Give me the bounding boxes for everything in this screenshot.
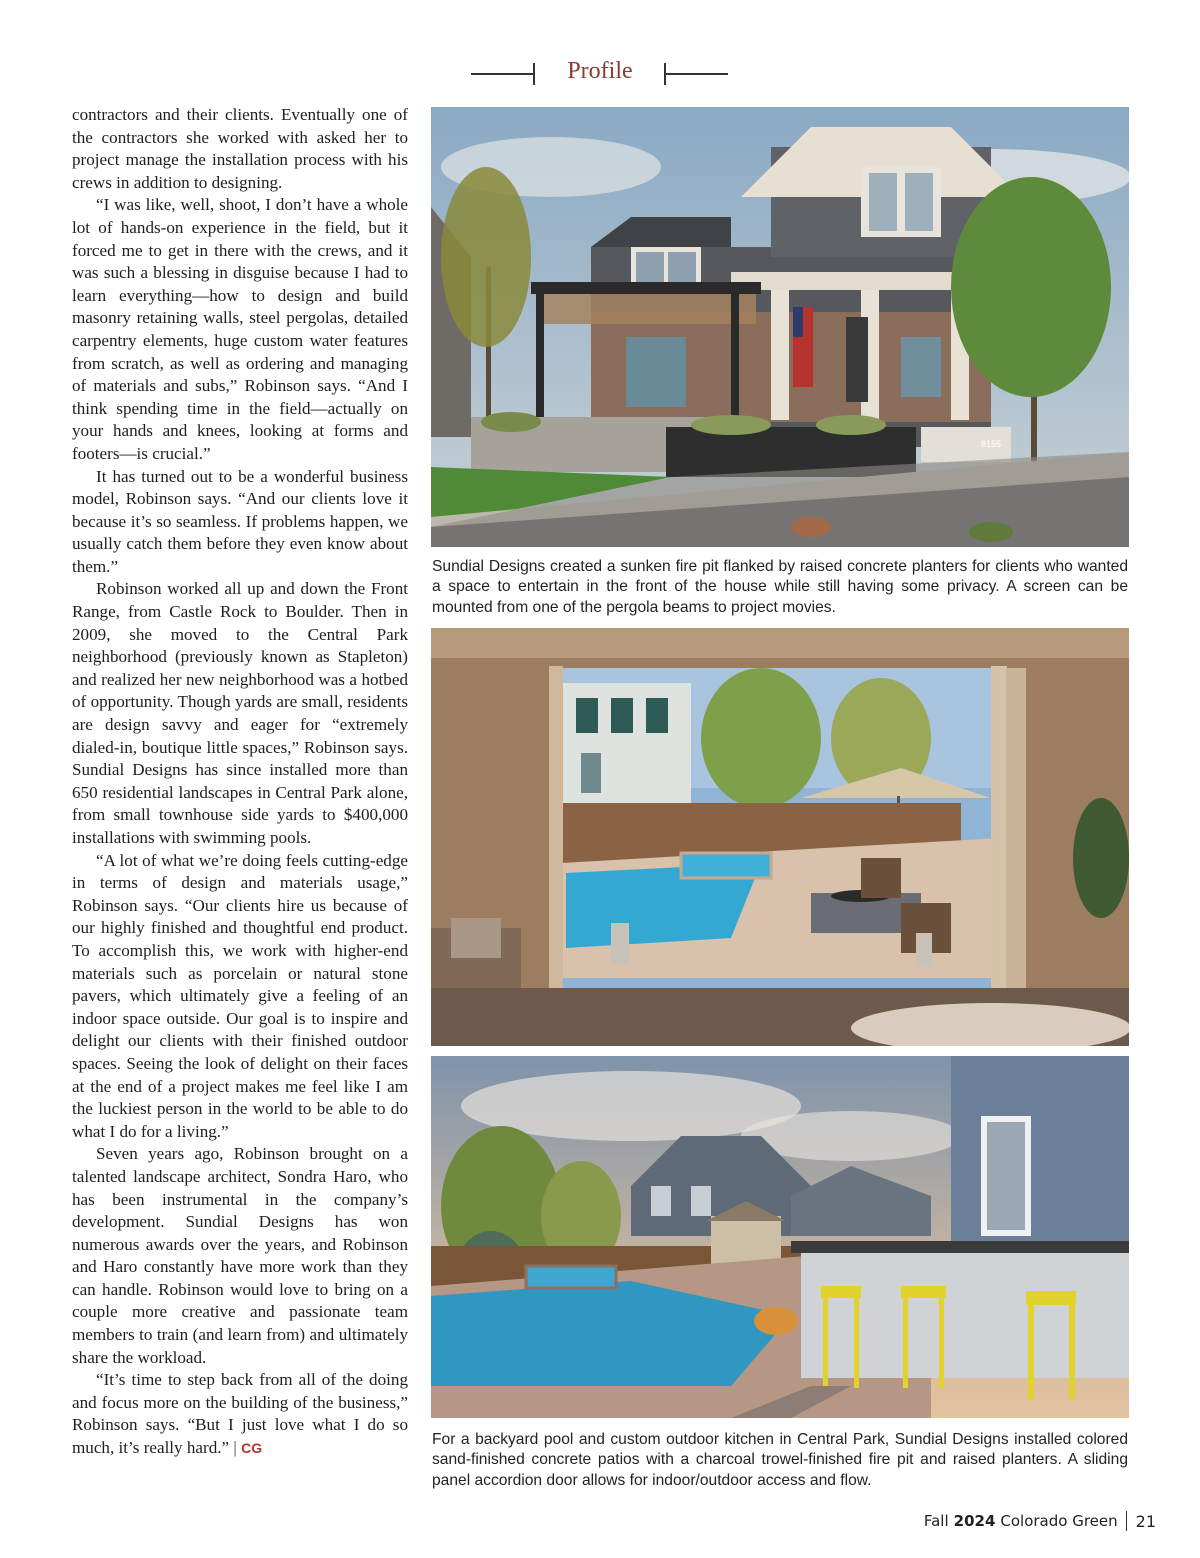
photo-backyard-pool-kitchen <box>431 1056 1129 1418</box>
end-signature: CG <box>241 1440 263 1457</box>
pool-view-illustration <box>431 628 1129 1046</box>
page-footer <box>924 1510 1156 1532</box>
article-paragraph: contractors and their clients. Eventually one of the contractors she worked with asked her to project manage the installation process with his crews in addition to designing. <box>72 105 408 192</box>
house-number: 8155 <box>981 439 1002 449</box>
photo-front-yard-house <box>431 107 1129 547</box>
article-paragraph: “I was like, well, shoot, I don’t have a whole lot of hands-on experience in the field, but it forced me to get in there with the crews, and it was such a blessing in disguise because I had to learn everything—how to design and build masonry retaining walls, steel pergolas, detailed carpentry elements, huge custom water features from scratch, as well as ordering and managing of materials and subs,” Robinson says. “And I think spending time in the field—actually on your hands and knees, looking at forms and footers—is crucial.” <box>72 195 408 463</box>
footer-publication: Colorado Green <box>1000 1512 1118 1530</box>
signature-bar: | <box>233 1438 237 1458</box>
section-title: Profile <box>567 58 633 84</box>
article-closing-text: “It’s time to step back from all of the doing and focus more on the building of the business,” Robinson says. “But I just love what I do so much, it’s really hard.” <box>72 1370 408 1458</box>
page-header <box>0 56 1200 92</box>
photo-caption-front-yard: Sundial Designs created a sunken fire pit flanked by raised concrete planters for clients who wanted a space to entertain in the front of the house while still having some privacy. A screen can be mounted from one of the pergola beams to project movies. <box>432 558 1128 616</box>
article-text-column <box>72 104 408 1460</box>
house-illustration <box>431 107 1129 547</box>
page-number: 21 <box>1135 1511 1156 1531</box>
photo-caption-backyard: For a backyard pool and custom outdoor kitchen in Central Park, Sundial Designs installed colored sand-finished concrete patios with a charcoal trowel-finished fire pit and raised planters. A sliding panel accordion door allows for indoor/outdoor access and flow. <box>432 1431 1128 1489</box>
article-paragraph: It has turned out to be a wonderful business model, Robinson says. “And our clients love it because it’s so seamless. If problems happen, we usually catch them before they even know about them.” <box>72 466 408 576</box>
article-paragraph: Robinson worked all up and down the Front Range, from Castle Rock to Boulder. Then in 2009, she moved to the Central Park neighborhood (previously known as Stapleton) and realized her new neighborhood was a hotbed of opportunity. Though yards are small, residents are design savvy and eager for “extremely dialed-in, boutique little spaces,” Robinson says. Sundial Designs has since installed more than 650 residential landscapes in Central Park alone, from small townhouse side yards to $400,000 installations with swimming pools. <box>72 579 408 847</box>
footer-divider <box>1126 1511 1127 1531</box>
header-rule-right <box>664 73 728 75</box>
header-rule-left-cap <box>533 63 535 85</box>
article-paragraph: Seven years ago, Robinson brought on a talented landscape architect, Sondra Haro, who has been instrumental in the company’s development. Sundial Designs has won numerous awards over the years, and Robinson and Haro constantly have more work than they can handle. Robinson would love to bring on a couple more creative and passionate team members to train (and learn from) and ultimately share the workload. <box>72 1144 408 1367</box>
photo-indoor-outdoor-pool <box>431 628 1129 1046</box>
header-rule-left <box>471 73 535 75</box>
footer-season: Fall <box>923 1512 949 1530</box>
article-paragraph: “A lot of what we’re doing feels cutting-edge in terms of design and materials usage,” Robinson says. “Our clients hire us because of our highly finished and thoughtful end product. To accomplish this, we work with higher-end materials such as porcelain or natural stone pavers, which ultimately give a feeling of an indoor space outside. Our goal is to inspire and delight our clients with their finished outdoor spaces. Seeing the look of delight on their faces at the end of a project makes me feel like I am the luckiest person in the world to be able to do what I do for a living.” <box>72 850 408 1141</box>
footer-year: 2024 <box>953 1512 996 1530</box>
article-paragraph-last <box>72 1369 408 1459</box>
backyard-illustration <box>431 1056 1129 1418</box>
